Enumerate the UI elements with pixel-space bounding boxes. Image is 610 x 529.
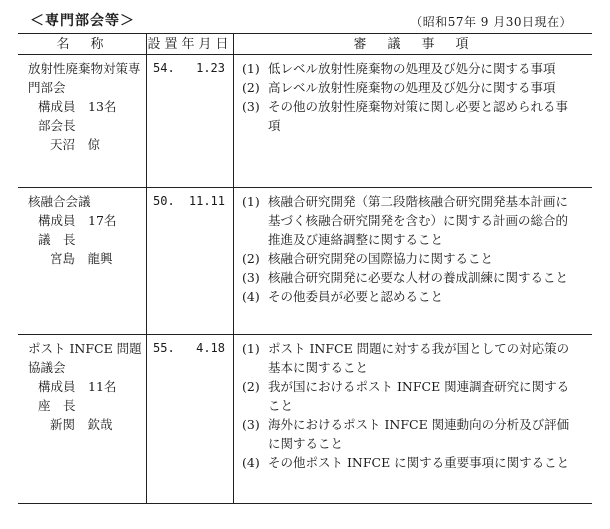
matter-item <box>242 192 592 249</box>
matters-cell <box>234 335 593 504</box>
matter-item <box>242 453 592 472</box>
established-year: 54. <box>153 61 175 75</box>
matter-text: 海外におけるポスト INFCE 関連動向の分析及び評価に関すること <box>268 417 570 451</box>
matter-number: (2) <box>242 379 260 394</box>
established-year: 50. <box>153 194 175 208</box>
committee-cell <box>18 335 147 504</box>
matter-item <box>242 339 592 377</box>
table-header-row <box>18 34 592 55</box>
matter-text: その他ポスト INFCE に関する重要事項に関すること <box>268 455 570 470</box>
matter-item <box>242 97 592 135</box>
established-date-cell <box>147 335 234 504</box>
matter-item <box>242 268 592 287</box>
table-row <box>18 335 592 504</box>
matter-text: 我が国におけるポスト INFCE 関連調査研究に関すること <box>268 379 570 413</box>
established-date-cell <box>147 55 234 188</box>
committee-chair-name: 宮島 龍興 <box>50 251 113 266</box>
matter-number: (1) <box>242 194 260 209</box>
established-month-day: 1.23 <box>196 61 225 75</box>
committee-name: ポスト INFCE 問題協議会 <box>28 341 142 375</box>
table-row <box>18 188 592 335</box>
header-date: 設置年月日 <box>147 34 234 55</box>
matter-text: 低レベル放射性廃棄物の処理及び処分に関する事項 <box>268 61 556 76</box>
committee-name: 核融合会議 <box>28 194 91 209</box>
committee-cell <box>18 188 147 335</box>
section-heading: ＜専門部会等＞ <box>30 13 135 29</box>
matter-number: (1) <box>242 341 260 356</box>
header-matters: 審 議 事 項 <box>234 34 593 55</box>
matter-number: (4) <box>242 289 260 304</box>
matters-cell <box>234 188 593 335</box>
matters-cell <box>234 55 593 188</box>
matter-item <box>242 287 592 306</box>
matter-number: (2) <box>242 80 260 95</box>
matter-text: 核融合研究開発の国際協力に関すること <box>268 251 494 266</box>
matter-number: (3) <box>242 270 260 285</box>
committee-members: 構成員 17名 <box>38 213 117 228</box>
matter-number: (3) <box>242 99 260 114</box>
matter-text: 核融合研究開発（第二段階核融合研究開発基本計画に基づく核融合研究開発を含む）に関する計画の総合的推進及び連絡調整に関すること <box>268 194 569 247</box>
committee-chair-title: 座 長 <box>38 398 76 413</box>
matter-text: その他委員が必要と認めること <box>268 289 444 304</box>
matter-number: (4) <box>242 455 260 470</box>
matter-item <box>242 59 592 78</box>
committee-chair-title: 議 長 <box>38 232 76 247</box>
table-row <box>18 55 592 188</box>
committee-chair-name: 天沼 倞 <box>50 137 101 152</box>
matter-text: その他の放射性廃棄物対策に関し必要と認められる事項 <box>268 99 569 133</box>
matter-text: 核融合研究開発に必要な人材の養成訓練に関すること <box>268 270 569 285</box>
matter-text: 高レベル放射性廃棄物の処理及び処分に関する事項 <box>268 80 556 95</box>
established-year: 55. <box>153 341 175 355</box>
established-month-day: 4.18 <box>196 341 225 355</box>
committee-members: 構成員 13名 <box>38 99 117 114</box>
matter-item <box>242 249 592 268</box>
header-name: 名 称 <box>18 34 147 55</box>
as-of-date: （昭和57年 9 月30日現在） <box>410 15 572 29</box>
committee-members: 構成員 11名 <box>38 379 117 394</box>
committee-chair-title: 部会長 <box>38 118 76 133</box>
established-date-cell <box>147 188 234 335</box>
matter-item <box>242 415 592 453</box>
committee-name: 放射性廃棄物対策専門部会 <box>28 61 141 95</box>
matter-item <box>242 78 592 97</box>
matter-item <box>242 377 592 415</box>
established-month-day: 11.11 <box>188 194 225 208</box>
committees-table <box>18 33 592 504</box>
matter-number: (2) <box>242 251 260 266</box>
matter-number: (1) <box>242 61 260 76</box>
committee-chair-name: 新関 欽哉 <box>50 417 113 432</box>
matter-text: ポスト INFCE 問題に対する我が国としての対応策の基本に関すること <box>268 341 570 375</box>
matter-number: (3) <box>242 417 260 432</box>
committee-cell <box>18 55 147 188</box>
